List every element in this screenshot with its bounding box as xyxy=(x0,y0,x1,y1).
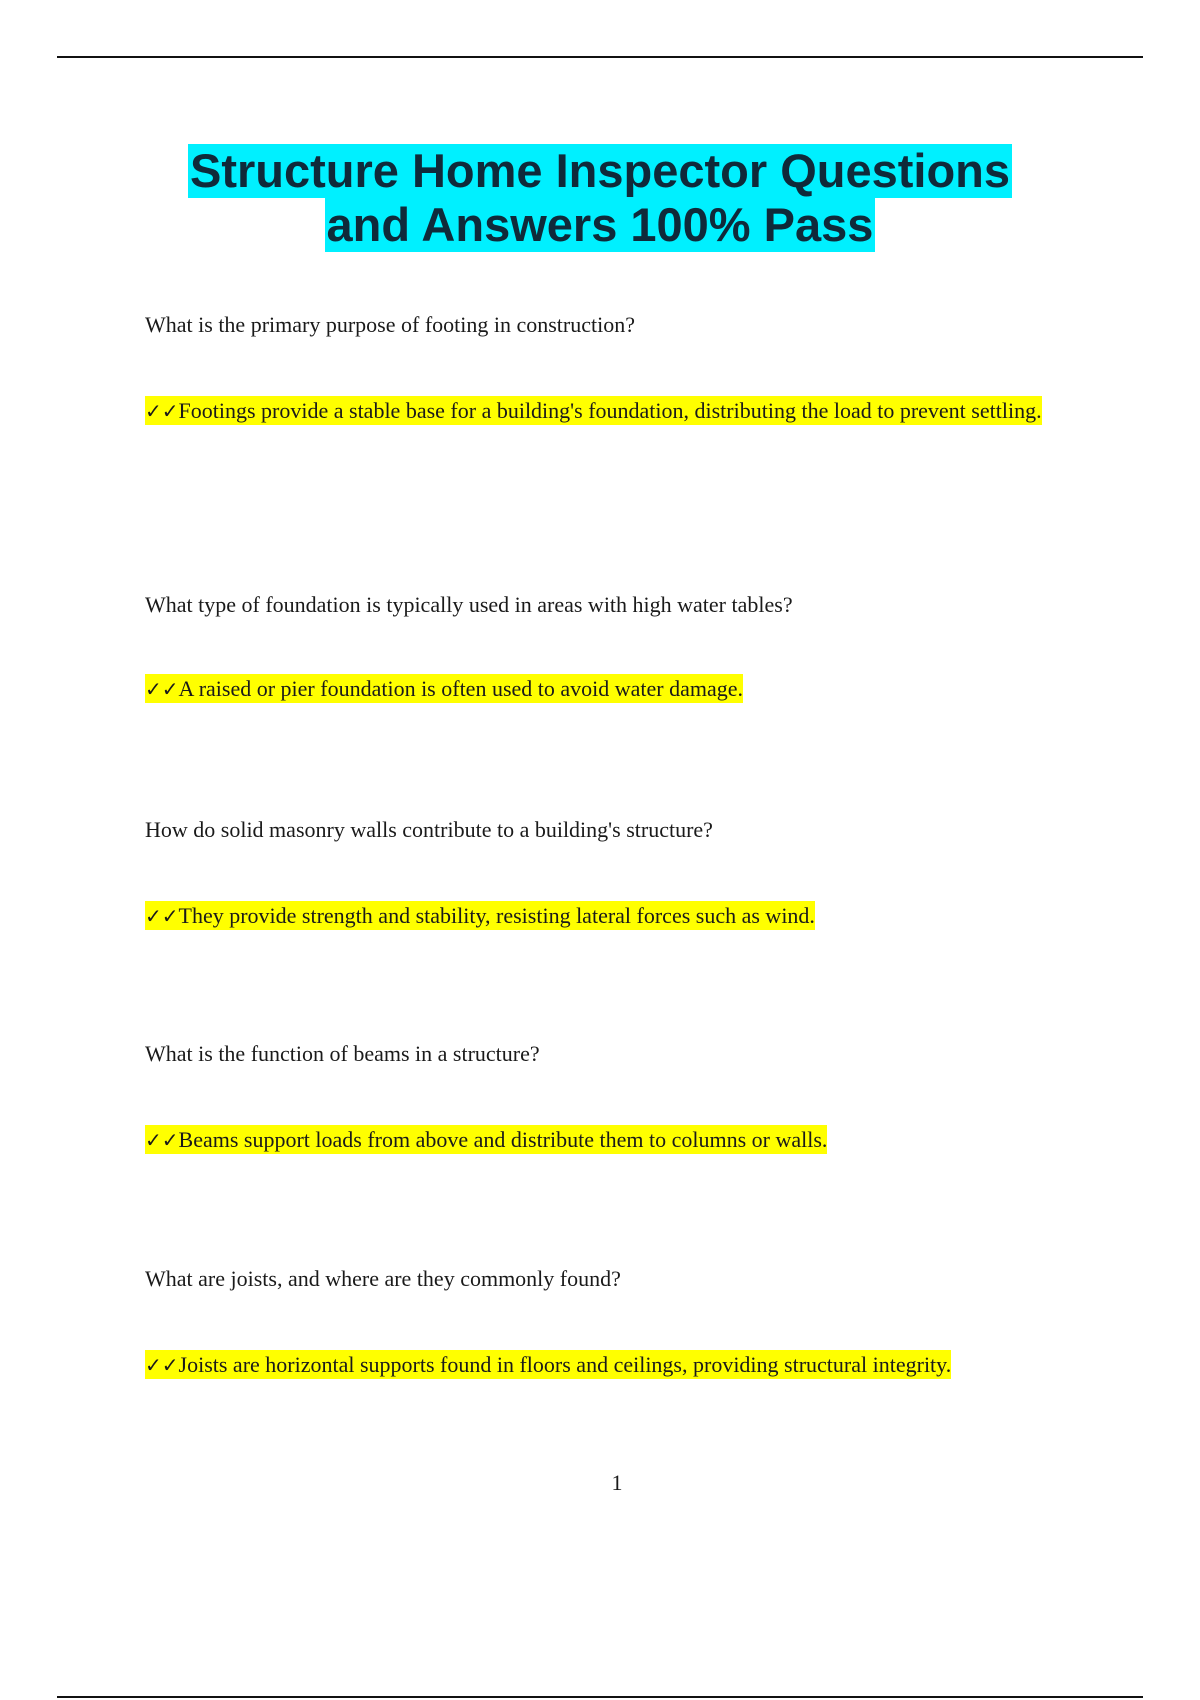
question-text: What is the primary purpose of footing in construction? xyxy=(145,312,635,337)
top-rule xyxy=(57,56,1143,58)
title-line-1: Structure Home Inspector Questions xyxy=(189,144,1011,197)
double-check-icon: ✓✓ xyxy=(145,399,179,423)
bottom-rule xyxy=(57,1696,1143,1698)
title-line-2: and Answers 100% Pass xyxy=(326,198,874,251)
answer-block xyxy=(145,886,1065,946)
answer-text: Beams support loads from above and distribute them to columns or walls. xyxy=(178,1127,828,1152)
answer-highlight xyxy=(145,1125,827,1154)
answer-block xyxy=(145,1110,1065,1170)
qa-item xyxy=(145,590,1065,719)
answer-text: Joists are horizontal supports found in floors and ceilings, providing structural integrity. xyxy=(178,1352,952,1377)
double-check-icon: ✓✓ xyxy=(145,904,179,928)
answer-highlight xyxy=(145,396,1042,425)
answer-highlight xyxy=(145,674,743,703)
answer-highlight xyxy=(145,901,815,930)
qa-item xyxy=(145,815,1065,946)
question-text: What are joists, and where are they commonly found? xyxy=(145,1266,621,1291)
page-number: 1 xyxy=(611,1470,623,1495)
answer-text: They provide strength and stability, resisting lateral forces such as wind. xyxy=(178,903,815,928)
double-check-icon: ✓✓ xyxy=(145,1128,179,1152)
answer-highlight xyxy=(145,1350,951,1379)
qa-item xyxy=(145,1264,1065,1395)
answer-block xyxy=(145,1335,1065,1395)
qa-item xyxy=(145,1039,1065,1170)
question-text: What type of foundation is typically used in areas with high water tables? xyxy=(145,592,793,617)
double-check-icon: ✓✓ xyxy=(145,1353,179,1377)
answer-block xyxy=(145,381,1065,441)
answer-block xyxy=(145,659,1065,719)
document-title xyxy=(0,144,1200,252)
double-check-icon: ✓✓ xyxy=(145,677,179,701)
answer-text: A raised or pier foundation is often used to avoid water damage. xyxy=(178,676,744,701)
question-text: How do solid masonry walls contribute to a building's structure? xyxy=(145,817,713,842)
answer-text: Footings provide a stable base for a building's foundation, distributing the load to prevent settling. xyxy=(178,398,1042,423)
qa-item xyxy=(145,310,1065,441)
question-text: What is the function of beams in a structure? xyxy=(145,1041,540,1066)
